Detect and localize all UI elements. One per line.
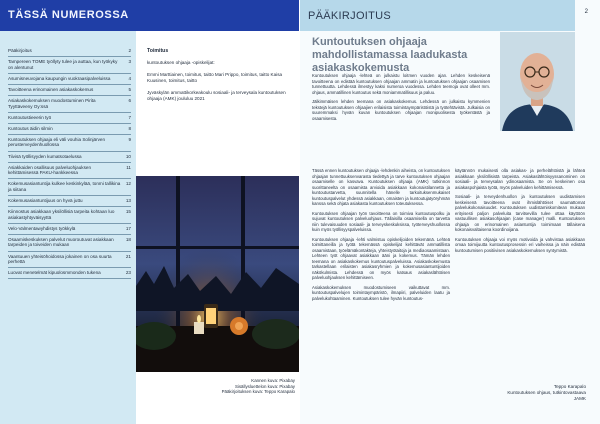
toc-item[interactable] (8, 96, 131, 113)
candle-photo (136, 176, 299, 372)
toc-item[interactable] (8, 207, 131, 224)
article-headline: Kuntoutuksen ohjaaja mahdollistamassa laadukasta asiakaskokemusta (312, 36, 468, 74)
credits-names: Emmi Marttiainen, toimitus, taitto Mari Prippo, toimitus, taitto Kaisa Kuusinen, toimitus, taitto (147, 72, 283, 83)
credits-institution: Jyväskylän ammattikorkeakoulu sosiaali- ja terveysala kuntoutuksen ohjaaja (AMK) joululuu 2021 (147, 90, 286, 101)
right-page (300, 0, 600, 424)
toc-item[interactable] (8, 179, 131, 196)
toc-item-page: 5 (128, 86, 131, 92)
editorial-banner (300, 0, 575, 31)
toc-item-page: 3 (128, 59, 131, 65)
toc-item[interactable] (8, 252, 131, 269)
photo-credits (200, 378, 295, 395)
toc-item-page: 12 (125, 181, 131, 187)
toc-item-page: 9 (128, 136, 131, 142)
article-column-2 (455, 168, 585, 257)
toc-item[interactable] (8, 113, 131, 124)
toc-item-title: Kiinnostus asiakkaan yksilöllisiä tarpeita kohtaan luo asiakastyhtyväisyyttä (8, 209, 115, 220)
contents-title: TÄSSÄ NUMEROSSA (8, 9, 129, 21)
credits-intro: kuntoutuksen ohjaaja -opiskelijat: (147, 60, 215, 65)
toc-item-page: 10 (125, 153, 131, 159)
intro-paragraph: Kuntoutuksen ohjaaja -lehteä on julkaistu loitmen vuoden ajan. Lehden keskeisenä tavoitteena on edistää kuntoutuksen ohjaajan ammatin ja kuntoutuksen ohjaajan osaamisen tunnettuutta. Lehdessä ilmestyy kaksi numeroa vuodessa. Lehden teemoja ovat olleet mm. ohjaus, ammatillinen kuntoutus sekä moniammatillisuus ja paluu. (312, 73, 490, 95)
body-paragraph: Sosiaali- ja terveydenhuollon ja kuntoutuksen uudistamisen keskeisenä tavoitteena ovat ihmislähtöiset saumattomat palvelukokonaisuudet. Kuntoutuksen uudistamiskomitean mukaan erityisesti paljon palveluita tarvitsevilla tulee ottaa käyttöön vastuullisen asiakasohjaajan (case manager) malli. Kuntoutuksen ohjaaja on erinomainen asiantuntija toimimaan tällaisena kokonaisvaltaisena koordinoijana. (455, 194, 585, 232)
toc-item[interactable] (8, 46, 131, 57)
toc-item[interactable] (8, 224, 131, 235)
editorial-credits (147, 48, 292, 108)
toc-item-title: Osaamiskeskuksen palvelut muoroutuvat asiakkaan tarpeiden ja toiveiden mukaan (8, 236, 114, 248)
toc-item-title: Kuntoutuksen ohjaaja eli väli vouhia Solinjärven perusterveydenhuollossa (8, 136, 106, 148)
toc-item[interactable] (8, 74, 131, 85)
author-name: Teppo Karapalo (553, 384, 586, 389)
contents-banner (0, 0, 299, 31)
toc-item[interactable] (8, 85, 131, 96)
toc-item-page: 11 (126, 164, 131, 170)
toc-item-title: Pääkirjoitus (8, 48, 32, 53)
toc-item-page: 18 (125, 236, 131, 242)
left-page (0, 0, 299, 424)
toc-item[interactable] (8, 124, 131, 135)
toc-item-page: 17 (125, 225, 131, 231)
toc-item-title: Kokemusasiantuntijuus on hyvä juttu (8, 198, 83, 203)
cover-photo-credit: Kannen kuva: Pixabay (251, 378, 295, 383)
toc-item-title: Asumisneuvojana kaupungin vuokraasipalveluissa (8, 75, 111, 81)
toc-item-page: 7 (128, 114, 131, 120)
author-signature (507, 384, 586, 401)
body-paragraph: Kuntoutuksen ohjaajan työn tavoitteena on toimiva kuntoutuspolku ja sujuvat kuntoutuksen palveluohjaus. Tällaisilla osaamisella on tarvetta niin tulevaisuuden sosiaali- ja terveyskeskuksissa, työterveyshuollossa kuin myös työllisyyspalveluissa. (312, 210, 450, 232)
body-paragraph: Kuntoutuksen ohjaaja voi myös motivoida ja vahvistaa asiakkaan omaa toimijuutta kuntoutusprosessin eri vaiheissa ja näin edistää kuntoutumisen positiivisen asiakaskokemuksen syntymistä. (455, 236, 585, 253)
credits-heading: Toimitus (147, 48, 169, 54)
toc-item[interactable] (8, 135, 131, 152)
editorial-title: PÄÄKIRJOITUS (308, 10, 392, 22)
toc-item-page: 4 (128, 75, 131, 81)
toc-item-title: Tavoitteena erinomainen asiakaskokemus (8, 86, 94, 92)
toc-item-title: Luovat menetelmät kipuolosmmonden tukena (8, 270, 101, 276)
toc-item[interactable] (8, 57, 131, 74)
author-org: JAMK (573, 395, 586, 401)
toc-item-title: Asiakaskokemuksen muodostuminen Pirita Tyyttäveeny Oy:ssä (8, 97, 96, 109)
editorial-photo-credit: Pääkirjoituksen kuva: Teppo Karapalo (221, 389, 295, 395)
toc-item-title: Velo-Valmentawyhdistys työkkylä (8, 225, 76, 231)
body-paragraph: Kuntoutuksen ohjaaja -lehti valmistuu opiskelijoiden tekemänä. Lehteä toimittaneilla ja työtä tekemässä opiskelijat kehittävät ammatillista osaamistaan, työelämäkontakteja, yhteistyötaitoja ja mediaosaamistaan. Lehteen työt ohjaavat asiakkaan ääni ja kokemus. Tämän lehden teemana on asiakaskokemus kuntoutuspalveluissa. Asiakaskokemusta tarkastellaan erilaisten asiakasryhmien ja kokemusasiantuntijoiden näkökulmista. Lehdessä on myös katsaus asiakaslähtöisen palveluohjauksen kehittämiseen. (312, 236, 450, 280)
toc-item[interactable] (8, 268, 131, 279)
body-paragraph: Tässä ennen kuntoutuksen ohjaaja -lehdenkin aiheista, on kuntoutuksen ohjaajan tunnettuuksenvarasta tiedettyä ja tarve kuntoutuksen ohjaajan osaamiselle on kasvava. Kuntoutuksen ohjaaja (AMK) tutkinnon suorittaneelta on osaamista arvioida asiakkaan kokonaistilannetta ja kuntoutustarvetta, suunnitella hänelle tarkoituksenmukaiset kuntoutuspalvelut yhdessä asiakkaan, omaisten ja kuntoutujatyöryhmän kanssa sekä ohjata asiakasta kuntoutuksen toteutuksessa. (312, 168, 450, 206)
toc-item[interactable] (8, 235, 131, 252)
body-paragraph: käytännön mukaisesti olla asiakas- ja perhelähtöistä ja lähteä asiakkaan yksilöllisistä tarpeista. Asiakaslähtöisyyssanominen on sosiaali- ja terveysalan ydinosaamista. Se on keskeinen osa asiakaspohjaista työtä, myös palveluiden kehittämisessä. (455, 168, 585, 190)
toc-item[interactable] (8, 163, 131, 180)
toc-item-page: 21 (125, 253, 131, 259)
toc-photo-credit: Sisällysluettelon kuva: Pixabay (234, 383, 295, 389)
toc-item-page: 13 (125, 198, 131, 203)
toc-item-title: Tampereen TOME työllyty tulee ja auttaa, kun työkyky on alentunut (8, 59, 118, 70)
toc-item-title: Vaantuuen yhteisöhoidossa jokainen on osa suurta perhettä (8, 253, 112, 265)
toc-item-page: 23 (125, 270, 131, 276)
toc-item-title: Kuntoutus äidin silmin (8, 125, 53, 131)
toc-item-title: Tiivisä työllisyyden kumatsotaelussa (8, 153, 82, 159)
intro-paragraph: Jälkimmäisen lehden teemana on asiakaskokemus. Lehdessä on julkaistu kymmenien tekstejä kuntoutuksen ohjaajien erilaisista toimintaympäristöistä ja työtehtävistä. Julkaisia on suuremmaksi hyvän kuvan kuntoutuksen ohjaajan monipuolisesta työkentästä ja osaamisesta. (312, 99, 490, 121)
author-portrait (500, 32, 575, 131)
body-paragraph: Asiakaskokemuksen muodostumiseen vaikuttavat mm. kuntoutuspalvelujen toimintaympäristö, ilmapiiri, palveluiden laatu ja palvelukohtaaminen. Kuntoutuksen tulee hyvän kuntoutus- (312, 284, 450, 301)
author-role: Kuntoutuksen ohjaus, tutkintovastaava (507, 389, 586, 395)
toc-item[interactable] (8, 152, 131, 163)
toc-item-page: 15 (125, 209, 131, 215)
toc-item-page: 2 (128, 48, 131, 53)
toc-item-page: 8 (128, 125, 131, 131)
toc-item[interactable] (8, 196, 131, 207)
article-intro (312, 73, 490, 125)
toc-item-page: 6 (128, 97, 131, 103)
toc-item-title: Kokemusasiantuntija kulkee keskinkylää, tonmi tallikina ja siitana (8, 181, 121, 192)
page-number: 2 (584, 9, 588, 15)
toc-item-title: Kuntoutustieeerin työ (8, 114, 52, 120)
table-of-contents (0, 31, 136, 424)
article-column-1 (312, 168, 450, 305)
toc-item-title: Asiakkaiden osallisuus palveluohjauksen kehittämisessä PAKU-hankkeessa (8, 164, 91, 176)
